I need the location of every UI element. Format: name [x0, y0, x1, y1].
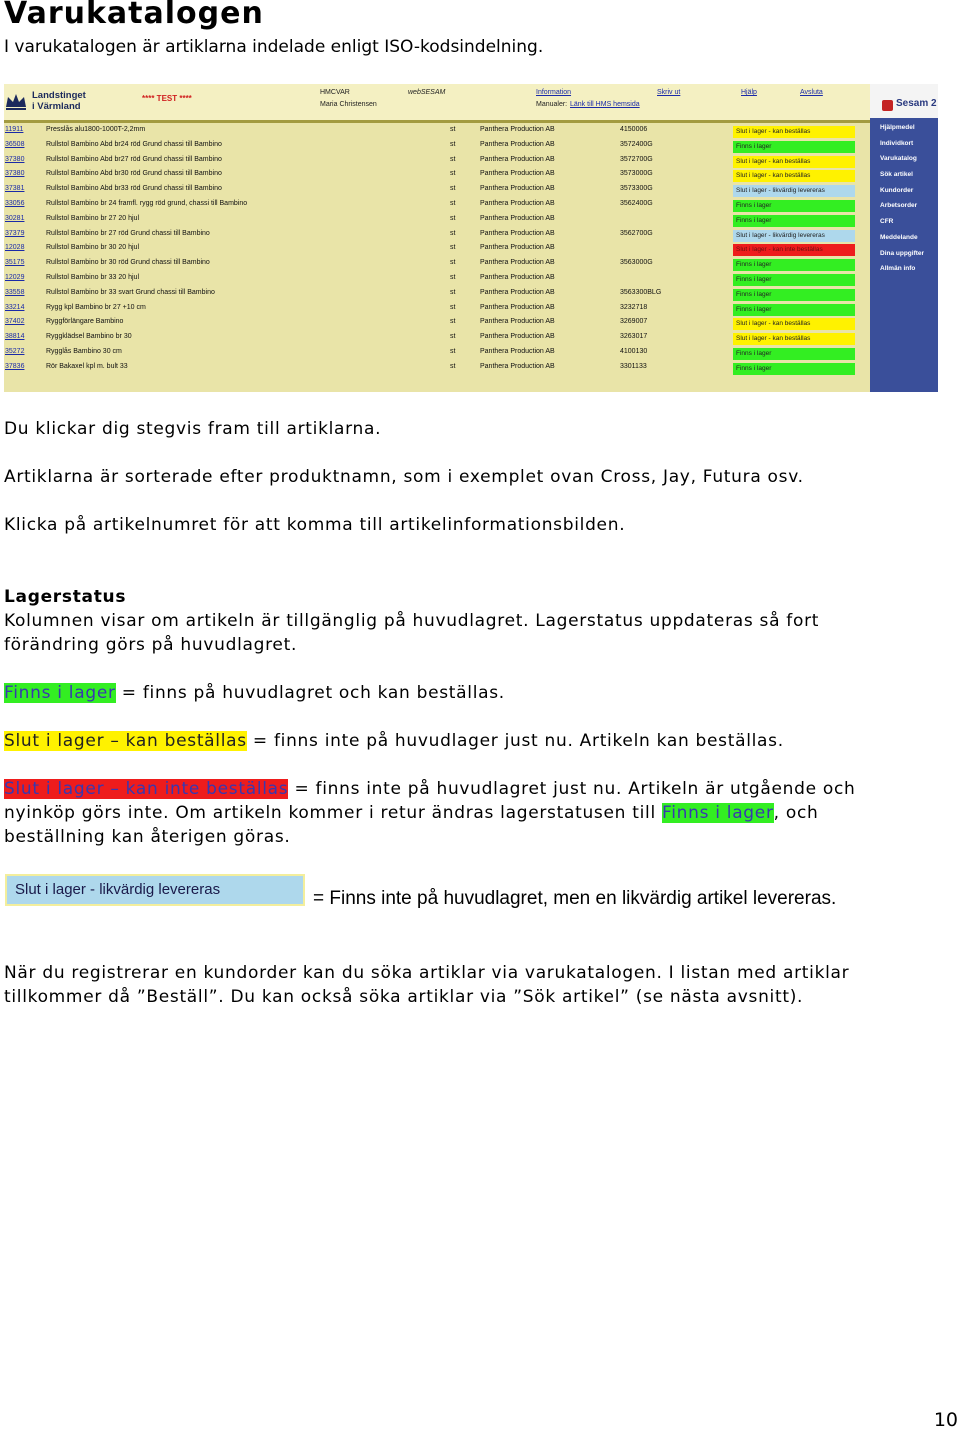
lagerstatus-text-line1: Kolumnen visar om artikeln är tillgänglig på huvudlagret. Lagerstatus uppdateras så fort	[4, 611, 820, 631]
table-row	[4, 330, 870, 345]
article-number: 3572700G	[620, 155, 653, 163]
article-name: Rullstol Bambino Abd br27 röd Grund chassi till Bambino	[46, 155, 222, 163]
article-unit: st	[450, 259, 456, 267]
table-row	[4, 315, 870, 330]
article-unit: st	[450, 140, 456, 148]
slut-kan-inte-label: Slut i lager – kan inte beställas	[4, 779, 289, 799]
article-name: Rullstol Bambino br 33 svart Grund chassi till Bambino	[46, 288, 215, 296]
slut-kan-explanation: = finns inte på huvudlager just nu. Artikeln kan beställas.	[246, 731, 784, 751]
slut-kan-inte-explanation: = finns inte på huvudlagret just nu. Artikeln är utgående och	[288, 779, 856, 799]
article-supplier: Panthera Production AB	[480, 259, 555, 267]
article-name: Rullstol Bambino br 27 röd Grund chassi till Bambino	[46, 229, 210, 237]
article-id-link[interactable]: 11911	[5, 126, 24, 133]
article-unit: st	[450, 126, 456, 133]
article-supplier: Panthera Production AB	[480, 185, 555, 193]
table-row	[4, 286, 870, 301]
paragraph-klicka: Klicka på artikelnumret för att komma till artikelinformationsbilden.	[4, 515, 626, 535]
article-number: 4100130	[620, 347, 648, 355]
article-number: 3301133	[620, 362, 647, 370]
slut-kan-inte-line1	[4, 777, 855, 801]
article-id-link[interactable]: 12028	[5, 244, 25, 252]
header-app: HMCVAR	[320, 89, 350, 96]
stock-status-badge: Slut i lager - kan beställas	[733, 333, 855, 345]
table-row	[4, 123, 870, 138]
stock-status-badge: Finns i lager	[733, 274, 855, 286]
article-supplier: Panthera Production AB	[480, 273, 555, 281]
stock-status-badge: Slut i lager - kan inte beställas	[733, 244, 855, 256]
article-number: 3573000G	[620, 170, 653, 178]
article-unit: st	[450, 185, 456, 193]
side-menu-item[interactable]: Sök artikel	[880, 171, 913, 179]
table-row	[4, 167, 870, 182]
manual-link[interactable]: Länk till HMS hemsida	[570, 101, 640, 108]
article-name: Ryggklädsel Bambino br 30	[46, 333, 132, 341]
stock-status-badge: Slut i lager - kan beställas	[733, 126, 855, 138]
article-supplier: Panthera Production AB	[480, 244, 555, 252]
article-id-link[interactable]: 37402	[5, 318, 25, 326]
article-unit: st	[450, 170, 456, 178]
header-system: webSESAM	[408, 89, 446, 96]
stock-status-badge: Finns i lager	[733, 259, 855, 271]
side-menu-item[interactable]: Arbetsorder	[880, 202, 918, 210]
side-menu-item[interactable]: Allmän info	[880, 265, 916, 273]
article-unit: st	[450, 303, 456, 311]
table-row	[4, 256, 870, 271]
logout-link[interactable]: Avsluta	[800, 89, 823, 96]
side-menu-item[interactable]: CFR	[880, 218, 894, 226]
stock-status-badge: Finns i lager	[733, 304, 855, 316]
manualer-label: Manualer:	[536, 101, 568, 108]
article-name: Rygg kpl Bambino br 27 +10 cm	[46, 303, 146, 311]
article-supplier: Panthera Production AB	[480, 214, 555, 222]
slut-kan-label: Slut i lager – kan beställas	[4, 731, 247, 751]
print-link[interactable]: Skriv ut	[657, 89, 681, 96]
article-number: 3572400G	[620, 140, 653, 148]
article-supplier: Panthera Production AB	[480, 155, 555, 163]
side-menu	[880, 124, 924, 281]
article-supplier: Panthera Production AB	[480, 333, 555, 341]
article-name: Rör Bakaxel kpl m. bult 33	[46, 362, 128, 370]
stock-status-badge: Slut i lager - kan beställas	[733, 318, 855, 330]
article-unit: st	[450, 155, 456, 163]
finns-i-lager-line	[4, 681, 505, 705]
sesam-brand	[870, 84, 938, 118]
article-id-link[interactable]: 35175	[5, 259, 25, 267]
article-unit: st	[450, 318, 456, 326]
article-number: 3563000G	[620, 259, 653, 267]
article-name: Rullstol Bambino Abd br33 röd Grund chassi till Bambino	[46, 185, 222, 193]
article-supplier: Panthera Production AB	[480, 347, 555, 355]
catalog-screenshot	[4, 84, 938, 392]
slut-kan-inte-line2-a: nyinköp görs inte. Om artikeln kommer i retur ändras lagerstatusen till	[4, 803, 662, 823]
logo-text-line2: i Värmland	[32, 101, 81, 112]
article-number: 3562400G	[620, 199, 653, 207]
article-id-link[interactable]: 37380	[5, 155, 25, 163]
table-row	[4, 241, 870, 256]
article-id-link[interactable]: 33214	[5, 303, 25, 311]
article-id-link[interactable]: 37836	[5, 362, 25, 370]
likvardig-badge: Slut i lager - likvärdig levereras	[5, 874, 305, 906]
paragraph-stegvis: Du klickar dig stegvis fram till artiklarna.	[4, 419, 382, 439]
article-name: Rygglås Bambino 30 cm	[46, 347, 122, 355]
article-name: Rullstol Bambino br 30 röd Grund chassi till Bambino	[46, 259, 210, 267]
article-id-link[interactable]: 37381	[5, 185, 25, 193]
finns-i-lager-explanation: = finns på huvudlagret och kan beställas.	[115, 683, 505, 703]
screenshot-header	[4, 84, 870, 123]
side-menu-item[interactable]: Individkort	[880, 139, 914, 147]
lagerstatus-text-line2: förändring görs på huvudlagret.	[4, 635, 298, 655]
article-name: Rullstol Bambino br 33 20 hjul	[46, 273, 139, 281]
table-row	[4, 301, 870, 316]
stock-status-badge: Slut i lager - kan beställas	[733, 156, 855, 168]
table-row	[4, 153, 870, 168]
kundorder-line1: När du registrerar en kundorder kan du söka artiklar via varukatalogen. I listan med artiklar	[4, 963, 850, 983]
stock-status-badge: Finns i lager	[733, 215, 855, 227]
article-id-link[interactable]: 33558	[5, 288, 25, 296]
article-number: 3563300BLG	[620, 288, 662, 296]
article-unit: st	[450, 244, 456, 252]
finns-i-lager-label: Finns i lager	[4, 683, 116, 703]
article-number: 3232718	[620, 303, 648, 311]
finns-i-lager-inline: Finns i lager	[661, 803, 774, 823]
article-id-link[interactable]: 33056	[5, 199, 25, 207]
table-row	[4, 182, 870, 197]
article-supplier: Panthera Production AB	[480, 362, 555, 370]
stock-status-badge: Finns i lager	[733, 348, 855, 360]
side-menu-item[interactable]: Dina uppgifter	[880, 249, 925, 257]
article-supplier: Panthera Production AB	[480, 288, 555, 296]
page-number: 10	[933, 1409, 958, 1431]
stock-status-badge: Slut i lager - kan beställas	[733, 170, 855, 182]
article-supplier: Panthera Production AB	[480, 318, 555, 326]
document-title: Varukatalogen	[4, 0, 264, 31]
article-number: 3263017	[620, 333, 648, 341]
table-row	[4, 227, 870, 242]
article-id-link[interactable]: 37379	[5, 229, 25, 237]
landstinget-logo	[4, 87, 96, 115]
article-id-link[interactable]: 38814	[5, 333, 25, 341]
article-id-link[interactable]: 30281	[5, 214, 25, 222]
crown-logo-icon	[4, 91, 28, 111]
article-id-link[interactable]: 35272	[5, 347, 25, 355]
slut-kan-inte-line3: beställning kan återigen göras.	[4, 827, 291, 847]
sesam-logo-icon	[882, 100, 893, 111]
article-id-link[interactable]: 12029	[5, 273, 25, 281]
likvardig-explanation: = Finns inte på huvudlagret, men en likvärdig artikel levereras.	[313, 888, 837, 909]
table-row	[4, 345, 870, 360]
article-name: Rullstol Bambino br 30 20 hjul	[46, 244, 139, 252]
side-menu-item[interactable]: Varukatalog	[880, 155, 917, 163]
article-supplier: Panthera Production AB	[480, 126, 555, 133]
side-menu-item[interactable]: Meddelande	[880, 233, 918, 241]
side-menu-panel	[870, 84, 938, 392]
article-unit: st	[450, 347, 456, 355]
article-supplier: Panthera Production AB	[480, 170, 555, 178]
stock-status-badge: Slut i lager - likvärdig levereras	[733, 185, 855, 197]
article-unit: st	[450, 229, 456, 237]
article-unit: st	[450, 288, 456, 296]
article-id-link[interactable]: 37380	[5, 170, 25, 178]
article-name: Ryggförlängare Bambino	[46, 318, 124, 326]
article-supplier: Panthera Production AB	[480, 199, 555, 207]
stock-status-badge: Finns i lager	[733, 200, 855, 212]
lagerstatus-heading: Lagerstatus	[4, 587, 127, 607]
paragraph-sortering: Artiklarna är sorterade efter produktnamn, som i exemplet ovan Cross, Jay, Futura osv.	[4, 467, 804, 487]
article-table	[4, 123, 870, 375]
article-name: Rullstol Bambino Abd br24 röd Grund chassi till Bambino	[46, 140, 222, 148]
article-unit: st	[450, 273, 456, 281]
article-supplier: Panthera Production AB	[480, 229, 555, 237]
table-row	[4, 360, 870, 375]
table-row	[4, 197, 870, 212]
article-name: Rullstol Bambino br 24 framfl. rygg röd grund, chassi till Bambino	[46, 199, 248, 207]
article-name: Presslås alu1800-1000T-2,2mm	[46, 126, 146, 133]
article-number: 4150006	[620, 126, 648, 133]
slut-kan-inte-line2-b: , och	[773, 803, 819, 823]
article-unit: st	[450, 214, 456, 222]
side-menu-item[interactable]: Kundorder	[880, 186, 914, 194]
article-name: Rullstol Bambino Abd br30 röd Grund chassi till Bambino	[46, 170, 222, 178]
sesam-brand-text: Sesam 2	[896, 98, 937, 109]
table-row	[4, 212, 870, 227]
article-name: Rullstol Bambino br 27 20 hjul	[46, 214, 139, 222]
article-id-link[interactable]: 36508	[5, 140, 25, 148]
information-link[interactable]: Information	[536, 89, 572, 96]
header-user: Maria Christensen	[320, 101, 377, 108]
stock-status-badge: Slut i lager - likvärdig levereras	[733, 230, 855, 242]
help-link[interactable]: Hjälp	[741, 89, 757, 96]
article-unit: st	[450, 362, 456, 370]
article-supplier: Panthera Production AB	[480, 303, 555, 311]
kundorder-line2: tillkommer då ”Beställ”. Du kan också söka artiklar via ”Sök artikel” (se nästa avsnitt).	[4, 987, 804, 1007]
logo-text-line1: Landstinget	[32, 90, 86, 101]
stock-status-badge: Finns i lager	[733, 289, 855, 301]
stock-status-badge: Finns i lager	[733, 363, 855, 375]
article-unit: st	[450, 199, 456, 207]
table-row	[4, 138, 870, 153]
article-number: 3562700G	[620, 229, 653, 237]
side-menu-item[interactable]: Hjälpmedel	[880, 124, 915, 131]
test-label: **** TEST ****	[142, 94, 192, 103]
article-unit: st	[450, 333, 456, 341]
document-subtitle: I varukatalogen är artiklarna indelade enligt ISO-kodsindelning.	[4, 37, 544, 57]
article-number: 3573300G	[620, 185, 653, 193]
slut-kan-line	[4, 729, 784, 753]
article-supplier: Panthera Production AB	[480, 140, 555, 148]
article-number: 3269007	[620, 318, 648, 326]
slut-kan-inte-line2	[4, 801, 819, 825]
stock-status-badge: Finns i lager	[733, 141, 855, 153]
table-row	[4, 271, 870, 286]
